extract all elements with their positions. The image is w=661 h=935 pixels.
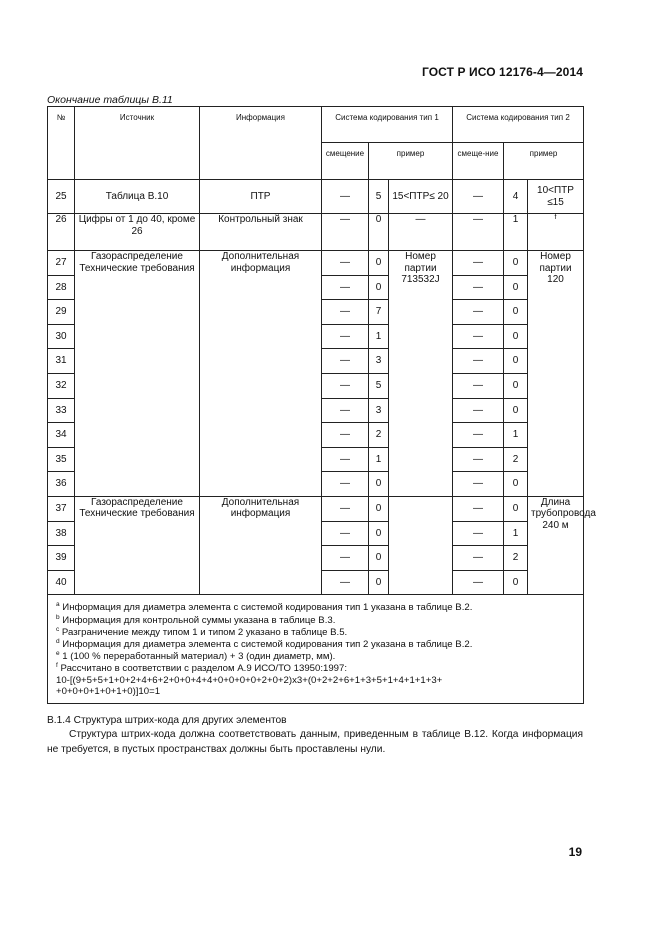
footnote-text: Рассчитано в соответствии с разделом А.9 ИСО/ТО 13950:1997: — [60, 663, 347, 675]
dash-cell: — — [453, 180, 504, 214]
row-number: 39 — [48, 546, 75, 571]
row-number: 34 — [48, 423, 75, 448]
dash-cell: — — [453, 300, 504, 325]
col-header-example-type1: пример — [369, 143, 453, 180]
dash-cell: — — [453, 546, 504, 571]
offset1-cell: 0 — [369, 275, 389, 300]
offset2-cell: 2 — [504, 546, 528, 571]
offset2-cell: 0 — [504, 275, 528, 300]
col-header-source: Источник — [75, 107, 200, 180]
footnote-text: Информация для контрольной суммы указана в таблице В.3. — [62, 614, 336, 626]
dash-cell: — — [322, 398, 369, 423]
dash-cell: — — [322, 521, 369, 546]
row-number: 37 — [48, 496, 75, 521]
dash-cell: — — [453, 324, 504, 349]
dash-cell: — — [322, 251, 369, 276]
dash-cell: — — [322, 214, 369, 251]
dash-cell: — — [322, 472, 369, 497]
page-number: 19 — [568, 845, 582, 859]
example2-cell: Номер партии 120 — [528, 251, 584, 497]
footnote-mark: a — [56, 601, 60, 609]
offset1-cell: 0 — [369, 546, 389, 571]
row-number: 33 — [48, 398, 75, 423]
formula-line-2: +0+0+0+1+0+1+0)]10=1 — [56, 685, 161, 697]
footnote — [56, 662, 575, 674]
table-row — [48, 496, 584, 521]
section-title: В.1.4 Структура штрих-кода для других элементов — [47, 715, 287, 726]
offset2-cell: 1 — [504, 423, 528, 448]
table-row — [48, 180, 584, 214]
coding-table — [47, 106, 596, 704]
offset1-cell: 5 — [369, 180, 389, 214]
offset2-cell: 0 — [504, 472, 528, 497]
footnote-text: Информация для диаметра элемента с системой кодирования тип 1 указана в таблице В.2. — [62, 602, 473, 614]
offset1-cell: 5 — [369, 373, 389, 398]
info-cell: Дополнительная информация — [200, 496, 322, 594]
footnote — [56, 638, 575, 650]
offset1-cell: 2 — [369, 423, 389, 448]
col-header-system-type1: Система кодирования тип 1 — [322, 107, 453, 143]
footnote-text: Разграничение между типом 1 и типом 2 указано в таблице В.5. — [61, 626, 348, 638]
row-number: 36 — [48, 472, 75, 497]
offset1-cell: 7 — [369, 300, 389, 325]
row-number: 30 — [48, 324, 75, 349]
offset1-cell: 0 — [369, 472, 389, 497]
offset2-cell: 0 — [504, 324, 528, 349]
example1-cell: — — [389, 214, 453, 251]
footnote-text: Информация для диаметра элемента с системой кодирования тип 2 указана в таблице В.2. — [62, 639, 473, 651]
row-number: 25 — [48, 180, 75, 214]
col-header-num: № — [48, 107, 75, 180]
footnote-mark: d — [56, 637, 60, 645]
dash-cell: — — [322, 496, 369, 521]
offset2-cell: 0 — [504, 496, 528, 521]
dash-cell: — — [453, 472, 504, 497]
row-number: 38 — [48, 521, 75, 546]
offset1-cell: 0 — [369, 496, 389, 521]
dash-cell: — — [322, 373, 369, 398]
info-cell: Дополнительная информация — [200, 251, 322, 497]
footnote-mark: b — [56, 613, 60, 621]
offset1-cell: 3 — [369, 349, 389, 374]
dash-cell: — — [453, 447, 504, 472]
dash-cell: — — [322, 447, 369, 472]
col-header-example-type2: пример — [504, 143, 584, 180]
row-number: 29 — [48, 300, 75, 325]
dash-cell: — — [453, 496, 504, 521]
formula-line-1: 10-[(9+5+5+1+0+2+4+6+2+0+0+4+4+0+0+0+0+2+0+2)x3+(0+2+2+6+1+3+5+1+4+1+1+3+ — [56, 674, 443, 686]
offset2-cell: 1 — [504, 521, 528, 546]
dash-cell: — — [322, 546, 369, 571]
offset1-cell: 1 — [369, 324, 389, 349]
footnote-text: 1 (100 % переработанный материал) + 3 (один диаметр, мм). — [62, 651, 336, 663]
table-row — [48, 214, 584, 251]
offset1-cell: 3 — [369, 398, 389, 423]
row-number: 26 — [48, 214, 75, 251]
offset1-cell: 1 — [369, 447, 389, 472]
footnote-mark: e — [56, 650, 60, 658]
offset2-cell: 0 — [504, 398, 528, 423]
dash-cell: — — [453, 214, 504, 251]
offset1-cell: 0 — [369, 570, 389, 595]
offset2-cell: 0 — [504, 349, 528, 374]
example2-cell: 10<ПТР ≤15 — [528, 180, 584, 214]
offset1-cell: 0 — [369, 251, 389, 276]
col-header-system-type2: Система кодирования тип 2 — [453, 107, 584, 143]
source-cell: Таблица В.10 — [75, 180, 200, 214]
footnote — [56, 601, 575, 613]
table-notes — [48, 595, 584, 703]
dash-cell: — — [322, 300, 369, 325]
footnote — [56, 650, 575, 662]
dash-cell: — — [453, 521, 504, 546]
dash-cell: — — [322, 324, 369, 349]
table-row — [48, 251, 584, 276]
notes-row — [48, 595, 584, 703]
row-number: 32 — [48, 373, 75, 398]
col-header-info: Информация — [200, 107, 322, 180]
source-cell: Газораспределение Технические требования — [75, 496, 200, 594]
row-number: 28 — [48, 275, 75, 300]
offset2-cell: 0 — [504, 570, 528, 595]
row-number: 27 — [48, 251, 75, 276]
dash-cell: — — [453, 275, 504, 300]
dash-cell: — — [322, 180, 369, 214]
col-header-offset-type2: смеще-ние — [453, 143, 504, 180]
footnote — [56, 614, 575, 626]
row-number: 35 — [48, 447, 75, 472]
col-header-offset-type1: смещение — [322, 143, 369, 180]
row-number: 31 — [48, 349, 75, 374]
dash-cell: — — [453, 373, 504, 398]
document-id: ГОСТ Р ИСО 12176-4—2014 — [421, 65, 583, 79]
dash-cell: — — [322, 275, 369, 300]
info-cell: ПТР — [200, 180, 322, 214]
dash-cell: — — [453, 398, 504, 423]
example1-cell: Номер партии 713532J — [389, 251, 453, 497]
dash-cell: — — [322, 349, 369, 374]
footnote-mark: c — [56, 625, 60, 633]
section-body: Структура штрих-кода должна соответствовать данным, приведенным в таблице В.12. Когда информация не требуется, в пустых пространствах должны быть проставлены нули. — [47, 729, 583, 755]
table-caption: Окончание таблицы В.11 — [47, 94, 173, 106]
offset2-cell: 2 — [504, 447, 528, 472]
dash-cell: — — [322, 570, 369, 595]
offset1-cell: 0 — [369, 521, 389, 546]
offset2-cell: 0 — [504, 251, 528, 276]
source-cell: Цифры от 1 до 40, кроме 26 — [75, 214, 200, 251]
dash-cell: — — [322, 423, 369, 448]
row-number: 40 — [48, 570, 75, 595]
offset2-cell: 1 — [504, 214, 528, 251]
offset2-cell: 0 — [504, 300, 528, 325]
example1-cell — [389, 496, 453, 594]
dash-cell: — — [453, 570, 504, 595]
footnote — [56, 626, 575, 638]
info-cell: Контрольный знак — [200, 214, 322, 251]
offset2-cell: 0 — [504, 373, 528, 398]
source-cell: Газораспределение Технические требования — [75, 251, 200, 497]
footnote-mark: f — [56, 662, 58, 670]
dash-cell: — — [453, 349, 504, 374]
example2-cell: Длина трубопровода 240 м — [528, 496, 584, 594]
offset2-cell: 4 — [504, 180, 528, 214]
example1-cell: 15<ПТР≤ 20 — [389, 180, 453, 214]
example2-cell: f — [528, 214, 584, 251]
offset1-cell: 0 — [369, 214, 389, 251]
dash-cell: — — [453, 423, 504, 448]
dash-cell: — — [453, 251, 504, 276]
